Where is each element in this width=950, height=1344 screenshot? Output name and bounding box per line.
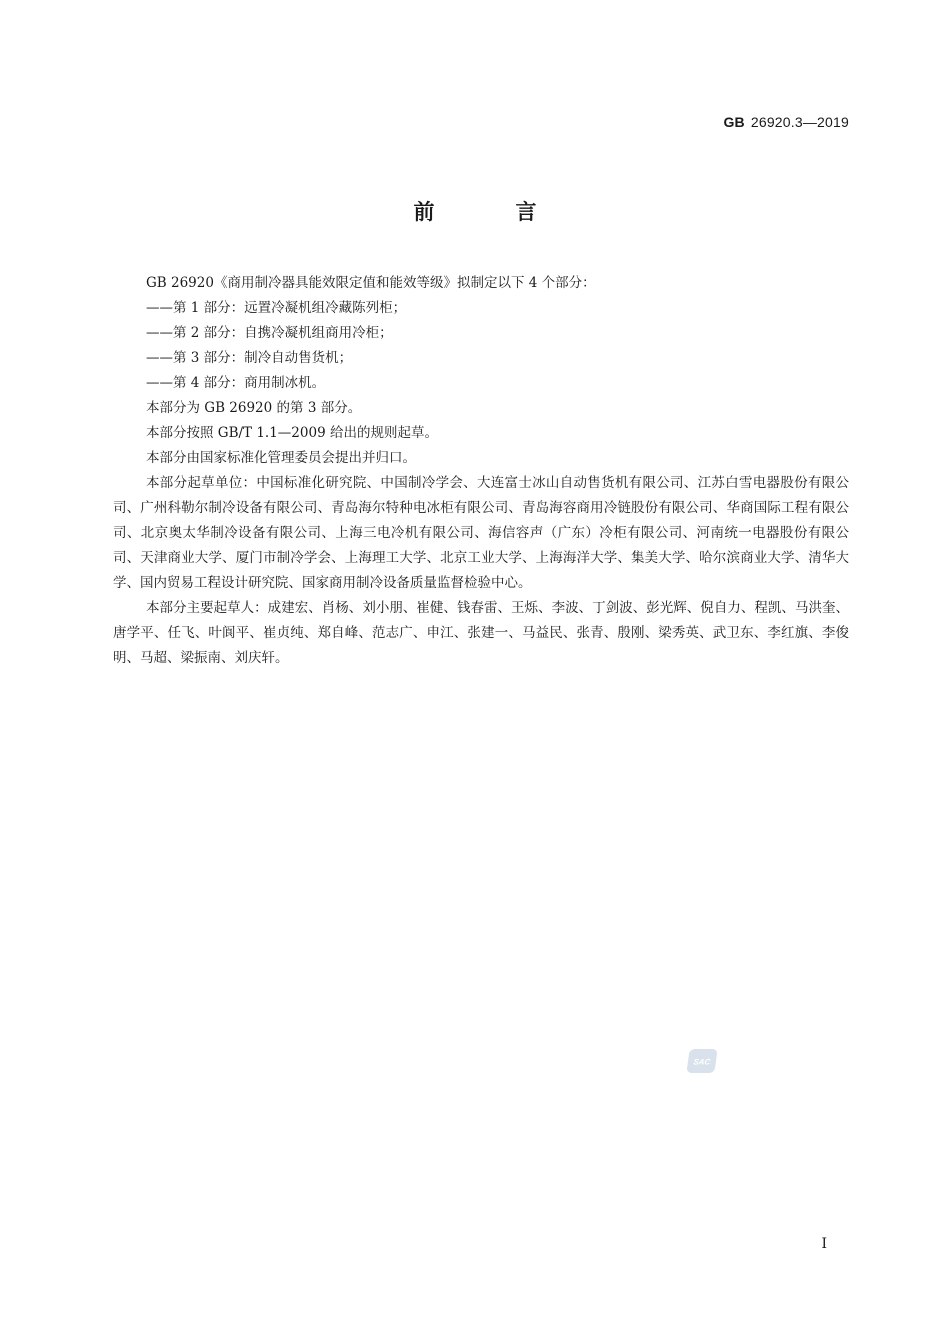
standard-number: 26920.3—2019 <box>750 114 849 130</box>
foreword-body <box>113 271 849 671</box>
svg-text:SAC: SAC <box>692 1057 711 1067</box>
list-item-part-2: ——第 2 部分：自携冷凝机组商用冷柜； <box>146 325 393 341</box>
page-title: 前 言 <box>413 200 567 224</box>
list-item-part-1: ——第 1 部分：远置冷凝机组冷藏陈列柜； <box>146 300 407 316</box>
list-item-part-3: ——第 3 部分：制冷自动售货机； <box>146 350 353 366</box>
sac-watermark-logo <box>686 1049 717 1073</box>
paragraph-drafting-rules: 本部分按照 GB/T 1.1—2009 给出的规则起草。 <box>146 425 438 441</box>
standard-code <box>723 114 849 130</box>
paragraph-intro: GB 26920《商用制冷器具能效限定值和能效等级》拟制定以下 4 个部分： <box>146 275 596 291</box>
sac-logo-icon <box>690 1055 714 1067</box>
paragraph-proposer: 本部分由国家标准化管理委员会提出并归口。 <box>146 450 416 466</box>
paragraph-drafting-units: 本部分起草单位：中国标准化研究院、中国制冷学会、大连富士冰山自动售货机有限公司、江苏白雪电器股份有限公司、广州科勒尔制冷设备有限公司、青岛海尔特种电冰柜有限公司、青岛海容商用冷链股份有限公司、华商国际工程有限公司、北京奥太华制冷设备有限公司、上海三电冷机有限公司、海信容声（广东）冷柜有限公司、河南统一电器股份有限公司、天津商业大学、厦门市制冷学会、上海理工大学、北京工业大学、上海海洋大学、集美大学、哈尔滨商业大学、清华大学、国内贸易工程设计研究院、国家商用制冷设备质量监督检验中心。 <box>113 475 849 591</box>
standard-prefix: GB <box>723 114 745 130</box>
page-number: I <box>821 1236 827 1252</box>
list-item-part-4: ——第 4 部分：商用制冰机。 <box>146 375 326 391</box>
paragraph-part-statement: 本部分为 GB 26920 的第 3 部分。 <box>146 400 362 416</box>
paragraph-drafters: 本部分主要起草人：成建宏、肖杨、刘小朋、崔健、钱春雷、王烁、李波、丁剑波、彭光辉、倪自力、程凯、马洪奎、唐学平、任飞、叶阆平、崔贞纯、郑自峰、范志广、申江、张建一、马益民、张青、殷刚、梁秀英、武卫东、李红旗、李俊明、马超、梁振南、刘庆轩。 <box>113 600 849 666</box>
